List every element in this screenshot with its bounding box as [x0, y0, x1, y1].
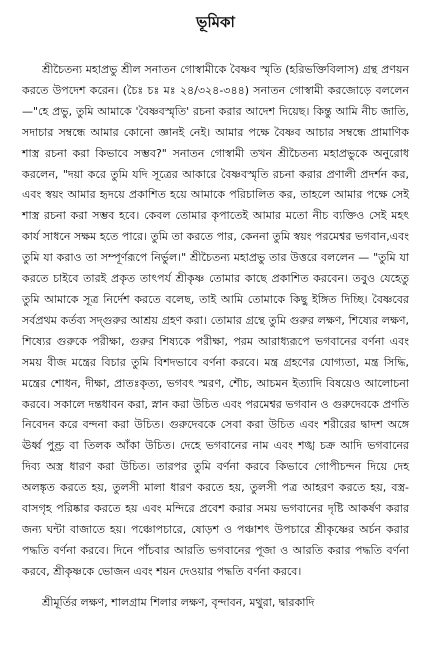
paragraph-2: শ্রীমূর্তির লক্ষণ, শালগ্রাম শিলার লক্ষণ, বৃন্দাবন, মথুরা, দ্বারকাদি [42, 595, 315, 609]
page-title: ভূমিকা [196, 13, 235, 31]
paragraph-1: শ্রীচৈতন্য মহাপ্রভু শ্রীল সনাতন গোস্বামীকে বৈষ্ণব স্মৃতি (হরিভক্তিবিলাস) গ্রন্থ প্রণয়ন করতে উপদেশ করেন। (চৈঃ চঃ মঃ ২৪/৩২৪-৩৪৪) সনাতন গোস্বামী করজোড়ে বললেন —"হে প্রভু, তুমি আমাকে 'বৈষ্ণবস্মৃতি' রচনা করার আদেশ দিয়েছ। কিন্তু আমি নীচ জাতি, সদাচার সম্বন্ধে আমার কোনো জ্ঞানই নেই। আমার পক্ষে বৈষ্ণব আচার সম্বন্ধে প্রামাণিক শাস্ত্র রচনা করা কিভাবে সম্ভব?" সনাতন গোস্বামী তখন শ্রীচৈতন্য মহাপ্রভুকে অনুরোধ করলেন, "দয়া করে তুমি যদি সূত্রের আকারে বৈষ্ণবস্মৃতি রচনা করার প্রণালী প্রদর্শন কর, এবং স্বয়ং আমার হৃদয়ে প্রকাশিত হয়ে আমাকে পরিচালিত কর, তাহলে আমার পক্ষে সেই শাস্ত্র রচনা করা সম্ভব হবে। কেবল তোমার কৃপাতেই আমার মতো নীচ ব্যক্তিও সেই মহৎ কার্য সাধনে সক্ষম হতে পারে। তুমি তা করতে পার, কেননা তুমি স্বয়ং পরমেশ্বর ভগবান,এবং তুমি যা করাও তা সম্পূর্ণরূপে নির্ভুল।" শ্রীচৈতন্য মহাপ্রভু তার উত্তরে বললেন — "তুমি যা করতে চাইবে তারই প্রকৃত তাৎপর্য শ্রীকৃষ্ণ তোমার কাছে প্রকাশিত করবেন। তবুও যেহেতু তুমি আমাকে সূত্র নির্দেশ করতে বলেছ, তাই আমি তোমাকে কিছু ইঙ্গিত দিচ্ছি। বৈষ্ণবের সর্বপ্রথম কর্তব্য সদ্গুরুর আশ্রয় গ্রহণ করা। তোমার গ্রন্থে তুমি গুরুর লক্ষণ, শিষ্যের লক্ষণ, শিষ্যের গুরুকে পরীক্ষা, গুরুর শিষ্যকে পরীক্ষা, পরম আরাধ্যরূপে ভগবানের বর্ণনা এবং সময় বীজ মন্ত্রের বিচার তুমি বিশদভাবে বর্ণনা করবে। মন্ত্র গ্রহণের যোগ্যতা, মন্ত্র সিদ্ধি, মন্ত্রের শোধন, দীক্ষা, প্রাতঃকৃত্য, ভগবৎ স্মরণ, শৌচ, আচমন ইত্যাদি বিষয়েও আলোচনা করবে। সকালে দন্তধাবন করা, স্নান করা উচিত এবং পরমেশ্বর ভগবান ও গুরুদেবকে প্রণতি নিবেদন করে বন্দনা করা উচিত। গুরুদেবকে সেবা করা উচিত এবং শরীরের দ্বাদশ অঙ্গে ঊর্ধ্ব পুণ্ড্র বা তিলক আঁকা উচিত। দেহে ভগবানের নাম এবং শঙ্খ চক্র আদি ভগবানের দিব্য অস্ত্র ধারণ করা উচিত। তারপর তুমি বর্ণনা করবে কিভাবে গোপীচন্দন দিয়ে দেহ অলঙ্কৃত করতে হয়, তুলসী মালা ধারণ করতে হয়, তুলসী পত্র আহরণ করতে হয়, বস্ত্র-বাসগৃহ পরিষ্কার করতে হয় এবং মন্দিরে প্রবেশ করার সময় ভগবানের দৃষ্টি আকর্ষণ করার জন্য ঘন্টা বাজাতে হয়। পঞ্চোপচারে, ষোড়শ ও পঞ্চাশৎ উপচারে শ্রীকৃষ্ণের অর্চন করার পদ্ধতি বর্ণনা করবে। দিনে পাঁচবার আরতি ভগবানের পূজা ও আরতি করার পদ্ধতি বর্ণনা করবে, শ্রীকৃষ্ণকে ভোজন এবং শয়ন দেওয়ার পদ্ধতি বর্ণনা করবে। [22, 63, 409, 578]
